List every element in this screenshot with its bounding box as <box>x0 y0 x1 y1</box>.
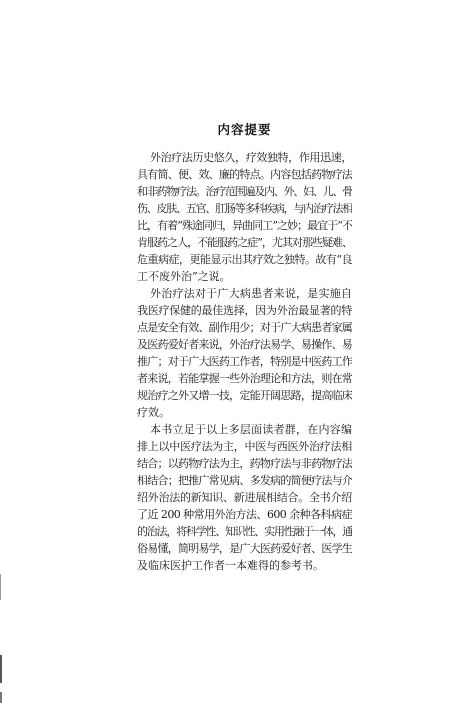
paragraph-book-scope <box>137 421 352 574</box>
text-line: 规治疗之外又增一技，定能开阔思路，提高临床 <box>137 389 352 402</box>
text-line: 和非药物疗法。治疗范围遍及内、外、妇、儿、骨 <box>137 185 352 198</box>
text-line: 点是安全有效、副作用少；对于广大病患者家属 <box>137 321 352 334</box>
text-line: 者来说，若能掌握一些外治理论和方法，则在常 <box>137 372 352 385</box>
text-line: 危重病症，更能显示出其疗效之独特。故有“良 <box>137 253 352 266</box>
text-line: 比，有着“殊途同归，异曲同工”之妙；最宜于“不 <box>137 219 352 232</box>
text-line: 外治疗法对于广大病患者来说，是实施自 <box>150 287 352 300</box>
scan-edge-mark <box>0 692 2 703</box>
content-summary-title: 内容提要 <box>217 122 272 137</box>
text-line: 及医药爱好者来说，外治疗法易学、易操作、易 <box>137 338 352 351</box>
text-line: 结合；以药物疗法为主，药物疗法与非药物疗法 <box>137 457 352 470</box>
text-line: 的治法，将科学性、知识性、实用性融于一体，通 <box>137 525 352 538</box>
text-line: 推广；对于广大医药工作者，特别是中医药工作 <box>137 355 352 368</box>
text-line: 绍外治法的新知识、新进展相结合。全书介绍 <box>137 491 352 504</box>
text-line: 疗效。 <box>137 406 170 419</box>
summary-body <box>137 149 352 574</box>
text-line: 俗易懂，简明易学，是广大医药爱好者、医学生 <box>137 542 352 555</box>
text-line: 相结合；把推广常见病、多发病的简便疗法与介 <box>137 474 352 487</box>
scan-edge-mark <box>0 655 2 683</box>
text-line: 工不废外治”之说。 <box>137 270 231 283</box>
text-line: 我医疗保健的最佳选择，因为外治最显著的特 <box>137 304 352 317</box>
text-line: 外治疗法历史悠久，疗效独特，作用迅速， <box>150 151 352 164</box>
text-line: 肯服药之人，不能服药之症”，尤其对那些疑难、 <box>137 236 352 249</box>
paragraph-history <box>137 149 352 285</box>
text-line: 本书立足于以上多层面读者群，在内容编 <box>150 423 352 436</box>
text-line: 具有简、便、效、廉的特点。内容包括药物疗法 <box>137 168 352 181</box>
scan-edge-mark <box>0 574 1 600</box>
text-line: 排上以中医疗法为主，中医与西医外治疗法相 <box>137 440 352 453</box>
text-line: 了近 200 种常用外治方法、600 余种各科病症 <box>137 508 352 521</box>
paragraph-audience-benefits <box>137 285 352 421</box>
text-line: 伤、皮肤、五官、肛肠等多科疾病，与内治疗法相 <box>137 202 352 215</box>
text-line: 及临床医护工作者一本难得的参考书。 <box>137 559 324 572</box>
